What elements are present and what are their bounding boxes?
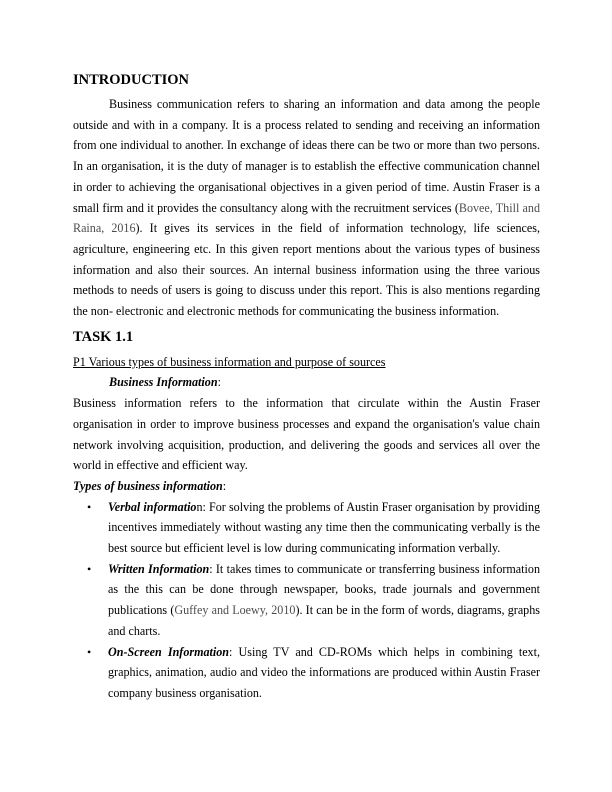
introduction-paragraph (73, 94, 540, 322)
bullet-title-verbal-tail: n (196, 499, 203, 514)
task-subheading: P1 Various types of business information and purpose of sources (73, 354, 386, 369)
label-colon: : (217, 375, 221, 390)
bullet-text-on-screen: : Using TV and CD-ROMs which helps in combining text, graphics, animation, audio and video the informations are produced within Austin Fraser company business organisation. (108, 644, 540, 700)
introduction-heading: INTRODUCTION (73, 72, 190, 88)
bullet-icon: • (87, 644, 92, 659)
bullet-text-verbal: : For solving the problems of Austin Fraser organisation by providing incentives immediately without wasting any time then the communicating verbally is the best source but efficient level is low during communicating information verbally. (108, 499, 540, 556)
citation-bovee: Bovee, Thill and Raina, 2016 (73, 200, 540, 236)
bullet-title-on-screen: On-Screen Information (108, 644, 230, 659)
bullet-title-written: Written Information (108, 561, 210, 576)
citation-guffey: Guffey and Loewy, 2010 (174, 603, 296, 618)
introduction-text-part-1: Business communication refers to sharing an information and data among the people outside and with in a company. It is a process related to sending and receiving an information from one individual to another. In exchange of ideas there can be two or more than two persons. In an organisation, it is the duty of manager is to establish the effective communication channel in order to achieving the organisational objectives in a given period of time. Austin Fraser is a small firm and it provides the consultancy along with the recruitment services ( (73, 97, 540, 215)
bullet-text-written-part-1: : It takes times to communicate or transferring business information as the this can be done through newspaper, books, trade journals and government publications ( (108, 561, 540, 618)
business-information-label: Business Information (109, 375, 218, 390)
types-of-business-information-label: Types of business information (73, 478, 223, 493)
types-label-line (73, 476, 540, 497)
bullet-on-screen-information (73, 642, 540, 704)
bullet-icon: • (87, 499, 92, 514)
business-information-paragraph: Business information refers to the information that circulate within the Austin Fraser organisation in order to improve business processes and expand the organisation's value chain network involving acquisition, production, and delivering the goods and services all over the world in effective and efficient way. (73, 396, 540, 473)
bullet-verbal-information (73, 497, 540, 559)
task-heading: TASK 1.1 (73, 328, 134, 345)
bullet-icon: • (87, 561, 92, 576)
introduction-text-part-2: ). It gives its services in the field of information technology, life sciences, agriculture, engineering etc. In this given report mentions about the various types of business information and also their sources. An internal business information using the three various methods to needs of users is going to discuss under this report. This is also mentions regarding the non- electronic and electronic methods for communicating the business information. (73, 221, 540, 319)
bullet-written-information (73, 559, 540, 642)
business-information-label-line (73, 372, 540, 393)
document-page (73, 71, 540, 704)
types-label-colon: : (222, 478, 227, 493)
bullet-text-written-part-2: ). It can be in the form of words, diagrams, graphs and charts. (108, 603, 540, 638)
bullet-title-verbal: Verbal informatio (108, 499, 197, 514)
types-bullet-list (73, 497, 540, 704)
